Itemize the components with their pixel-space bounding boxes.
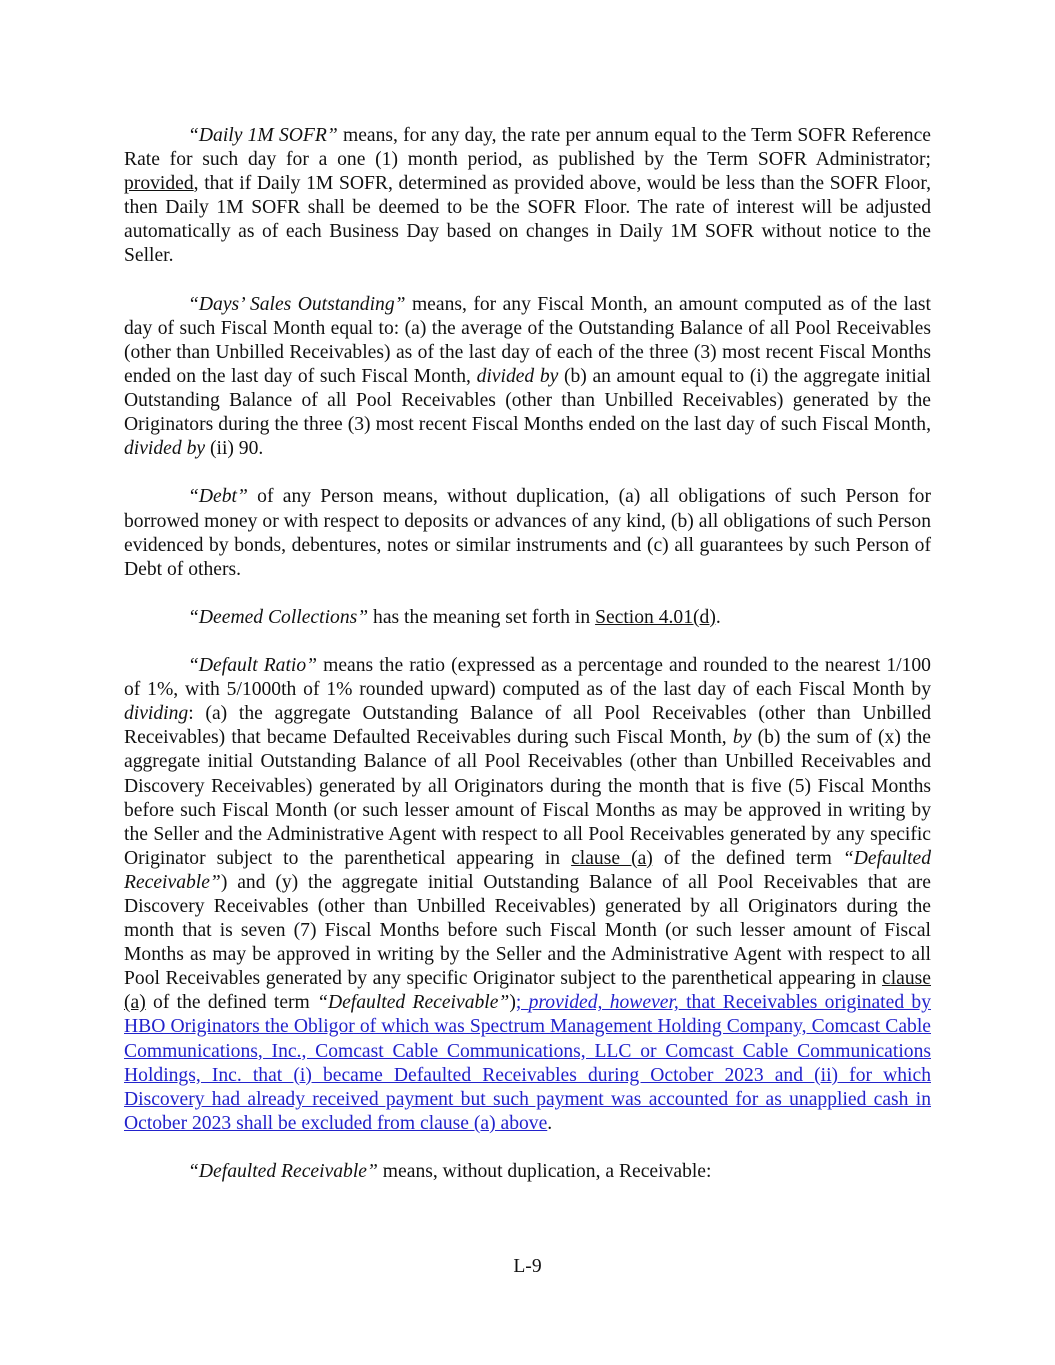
defined-term-reference: “Defaulted Receivable” bbox=[124, 847, 932, 893]
defined-term: “Deemed Collections” bbox=[188, 606, 369, 628]
definition-default-ratio bbox=[124, 654, 931, 1136]
italic-dividing: dividing bbox=[124, 703, 189, 725]
definition-text: of the defined term bbox=[652, 847, 843, 869]
definition-deemed-collections bbox=[124, 606, 931, 630]
definition-text: (b) the sum of (x) the aggregate initial Outstanding Balance of all Pool Receivables (other than Unbilled Receivables and Discovery Receivables) generated by all Originators during the month that is five (5) Fiscal Months before such Fiscal Month (or such lesser amount of Fiscal Months as may be approved in writing by the Seller and the Administrative Agent with respect to all Pool Receivables generated by any specific Originator subject to the parenthetical appearing in bbox=[124, 727, 931, 869]
definition-text: : (a) the aggregate Outstanding Balance of all Pool Receivables (other than Unbilled Receivables) that became Defaulted Receivables during such Fiscal Month, bbox=[124, 703, 931, 749]
defined-term: “Daily 1M SOFR” bbox=[188, 125, 338, 146]
definition-text: has the meaning set forth in bbox=[368, 606, 596, 628]
revision-insert: ; bbox=[515, 992, 529, 1014]
defined-term-reference: “Defaulted Receivable” bbox=[317, 992, 510, 1014]
definition-debt bbox=[124, 485, 931, 581]
defined-term: “Defaulted Receivable” bbox=[188, 1161, 378, 1183]
definition-text: ) and (y) the aggregate initial Outstanding Balance of all Pool Receivables that are Discovery Receivables (other than Unbilled Receivables) generated by all Originators during the month that is seven (7) Fiscal Months before such Fiscal Month (or such lesser amount of Fiscal Months as may be approved in writing by the Seller and the Administrative Agent with respect to all Pool Receivables generated by any specific Originator subject to the parenthetical appearing in bbox=[124, 871, 931, 990]
definition-text: means the ratio (expressed as a percentage and rounded to the nearest 1/100 of 1%, with 5/1000th of 1% rounded upward) computed as of the last day of each Fiscal Month by bbox=[124, 655, 931, 701]
definition-text: of the defined term bbox=[145, 992, 318, 1014]
italic-divided-by: divided by bbox=[476, 365, 559, 387]
revision-insert-italic: provided, however, bbox=[528, 992, 679, 1014]
definition-text: (b) an amount equal to (i) the aggregate initial Outstanding Balance of all Pool Receivables (other than Unbilled Receivables) generated by the Originators during the three (3) most recent Fiscal Months ended on the last day of such Fiscal Month, bbox=[124, 365, 931, 436]
definition-text: means, without duplication, a Receivable: bbox=[377, 1161, 712, 1183]
defined-term: “Debt” bbox=[188, 486, 248, 508]
definition-daily-1m-sofr bbox=[124, 124, 931, 269]
revision-insert: that Receivables originated by HBO Originators the Obligor of which was Spectrum Management Holding Company, Comcast Cable Communications, Inc., Comcast Cable Communications, LLC or Comcast Cable Communications Holdings, Inc. that (i) became Defaulted Receivables during October 2023 and (ii) for which Discovery had already received payment but such payment was accounted for as unapplied cash in October 2023 shall be excluded from clause (a) above bbox=[124, 992, 931, 1134]
definition-text: of any Person means, without duplication, (a) all obligations of such Person for borrowed money or with respect to deposits or advances of any kind, (b) all obligations of such Person evidenced by bonds, debentures, notes or similar instruments and (c) all guarantees by such Person of Debt of others. bbox=[124, 486, 931, 580]
clause-reference: clause (a) bbox=[124, 968, 931, 1014]
italic-by: by bbox=[732, 727, 752, 749]
italic-divided-by: divided by bbox=[124, 438, 206, 460]
definition-text: . bbox=[715, 606, 721, 628]
definition-text: (ii) 90. bbox=[205, 438, 264, 460]
definition-defaulted-receivable bbox=[124, 1160, 931, 1184]
definition-days-sales-outstanding bbox=[124, 293, 931, 462]
section-reference: Section 4.01(d) bbox=[595, 606, 716, 628]
document-body bbox=[124, 124, 931, 1208]
defined-term: “Days’ Sales Outstanding” bbox=[188, 293, 406, 315]
underlined-provided: provided bbox=[124, 173, 194, 195]
definition-text: means, for any day, the rate per annum equal to the Term SOFR Reference Rate for such day for a one (1) month period, as published by the Term SOFR Administrator; bbox=[124, 125, 932, 171]
definition-text: means, for any Fiscal Month, an amount computed as of the last day of such Fiscal Month equal to: (a) the average of the Outstanding Balance of all Pool Receivables (other than Unbilled Receivables) as of the last day of each of the three (3) most recent Fiscal Months ended on the last day of such Fiscal Month, bbox=[124, 293, 931, 387]
definition-text: ) bbox=[509, 992, 516, 1014]
clause-reference: clause (a) bbox=[571, 847, 653, 869]
definition-text: , that if Daily 1M SOFR, determined as provided above, would be less than the SOFR Floor, then Daily 1M SOFR shall be deemed to be the SOFR Floor. The rate of interest will be adjusted automatically as of each Business Day based on changes in Daily 1M SOFR without notice to the Seller. bbox=[124, 173, 931, 267]
definition-text: . bbox=[547, 1112, 553, 1134]
page-number: L-9 bbox=[513, 1256, 542, 1277]
defined-term: “Default Ratio” bbox=[188, 655, 318, 677]
